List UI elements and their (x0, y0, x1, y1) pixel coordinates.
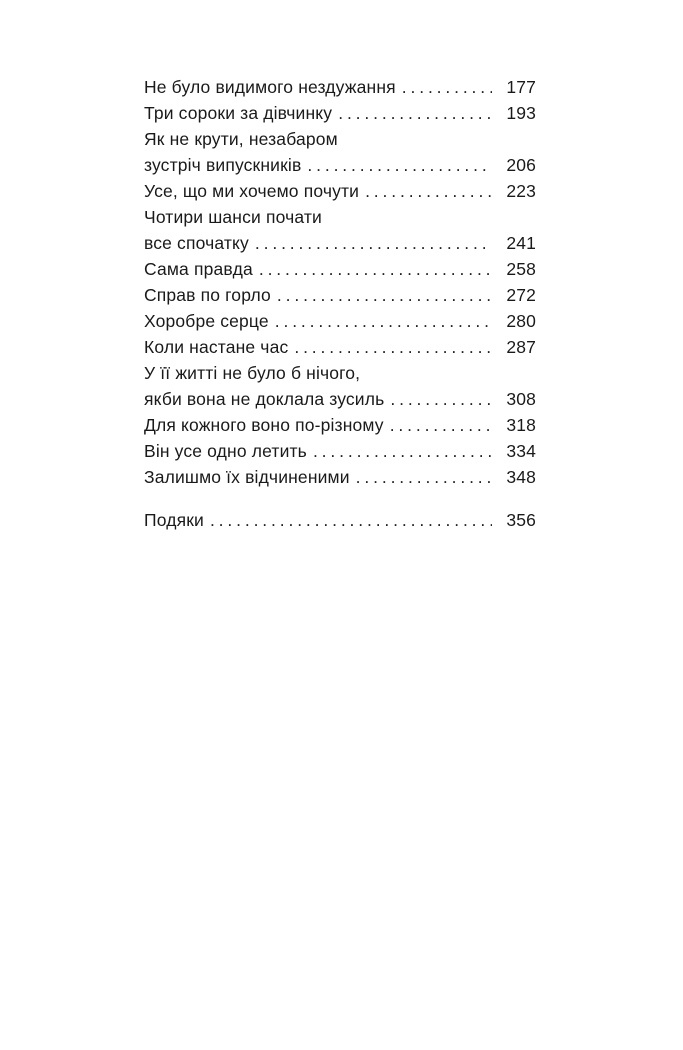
toc-entry-title: Залишмо їх відчиненими (144, 467, 350, 487)
toc-entry-title: Подяки (144, 510, 204, 530)
toc-entry (144, 308, 536, 334)
toc-entry-title: Справ по горло (144, 285, 271, 305)
dot-leader (313, 438, 492, 464)
dot-leader (255, 230, 492, 256)
toc-entry-page: 334 (506, 441, 536, 461)
dot-leader (365, 178, 492, 204)
toc-entry-page: 258 (506, 259, 536, 279)
dot-leader (259, 256, 492, 282)
dot-leader (307, 152, 492, 178)
toc-entry-title: Не було видимого нездужання (144, 77, 396, 97)
toc-entry-title: якби вона не доклала зусиль (144, 389, 385, 409)
toc-entry-acknowledgements (144, 507, 536, 533)
toc-entry (144, 230, 536, 256)
toc-entry (144, 256, 536, 282)
dot-leader (210, 507, 492, 533)
dot-leader (356, 464, 492, 490)
toc-entry-title: Чотири шанси почати (144, 207, 322, 227)
toc-entry (144, 178, 536, 204)
dot-leader (275, 308, 492, 334)
toc-entry-title: У її житті не було б нічого, (144, 363, 361, 383)
toc-entry-title: Коли настане час (144, 337, 289, 357)
toc-entry (144, 152, 536, 178)
toc-entry (144, 100, 536, 126)
toc-entry (144, 386, 536, 412)
toc-entry (144, 464, 536, 490)
toc-entry-page: 287 (506, 337, 536, 357)
toc-entry-title-line (144, 126, 536, 152)
dot-leader (338, 100, 492, 126)
toc-entry-title: Він усе одно летить (144, 441, 307, 461)
toc-entry-page: 348 (506, 467, 536, 487)
toc-entry-page: 177 (506, 77, 536, 97)
toc-entry-page: 241 (506, 233, 536, 253)
toc-entry (144, 74, 536, 100)
toc-entry-title: Для кожного воно по-різному (144, 415, 384, 435)
toc-entry-page: 193 (506, 103, 536, 123)
dot-leader (390, 412, 492, 438)
toc-entry (144, 412, 536, 438)
toc-entry-page: 223 (506, 181, 536, 201)
toc-entry-title-line (144, 204, 536, 230)
toc-entry-title: все спочатку (144, 233, 249, 253)
table-of-contents (144, 74, 536, 533)
toc-entry-title-line (144, 360, 536, 386)
toc-entry (144, 438, 536, 464)
toc-entry-title: Як не крути, незабаром (144, 129, 338, 149)
toc-entry-title: зустріч випускників (144, 155, 302, 175)
toc-entry-page: 272 (506, 285, 536, 305)
toc-entry-page: 280 (506, 311, 536, 331)
toc-entry-page: 308 (506, 389, 536, 409)
dot-leader (390, 386, 492, 412)
toc-entry-page: 206 (506, 155, 536, 175)
toc-entry-page: 318 (506, 415, 536, 435)
section-spacer (144, 490, 536, 507)
toc-entry-title: Три сороки за дівчинку (144, 103, 333, 123)
dot-leader (277, 282, 492, 308)
toc-entry-title: Усе, що ми хочемо почути (144, 181, 360, 201)
toc-entry-title: Сама правда (144, 259, 253, 279)
toc-entry-title: Хоробре серце (144, 311, 269, 331)
dot-leader (402, 74, 492, 100)
toc-entry-page: 356 (506, 510, 536, 530)
toc-entry (144, 282, 536, 308)
toc-entry (144, 334, 536, 360)
dot-leader (294, 334, 492, 360)
